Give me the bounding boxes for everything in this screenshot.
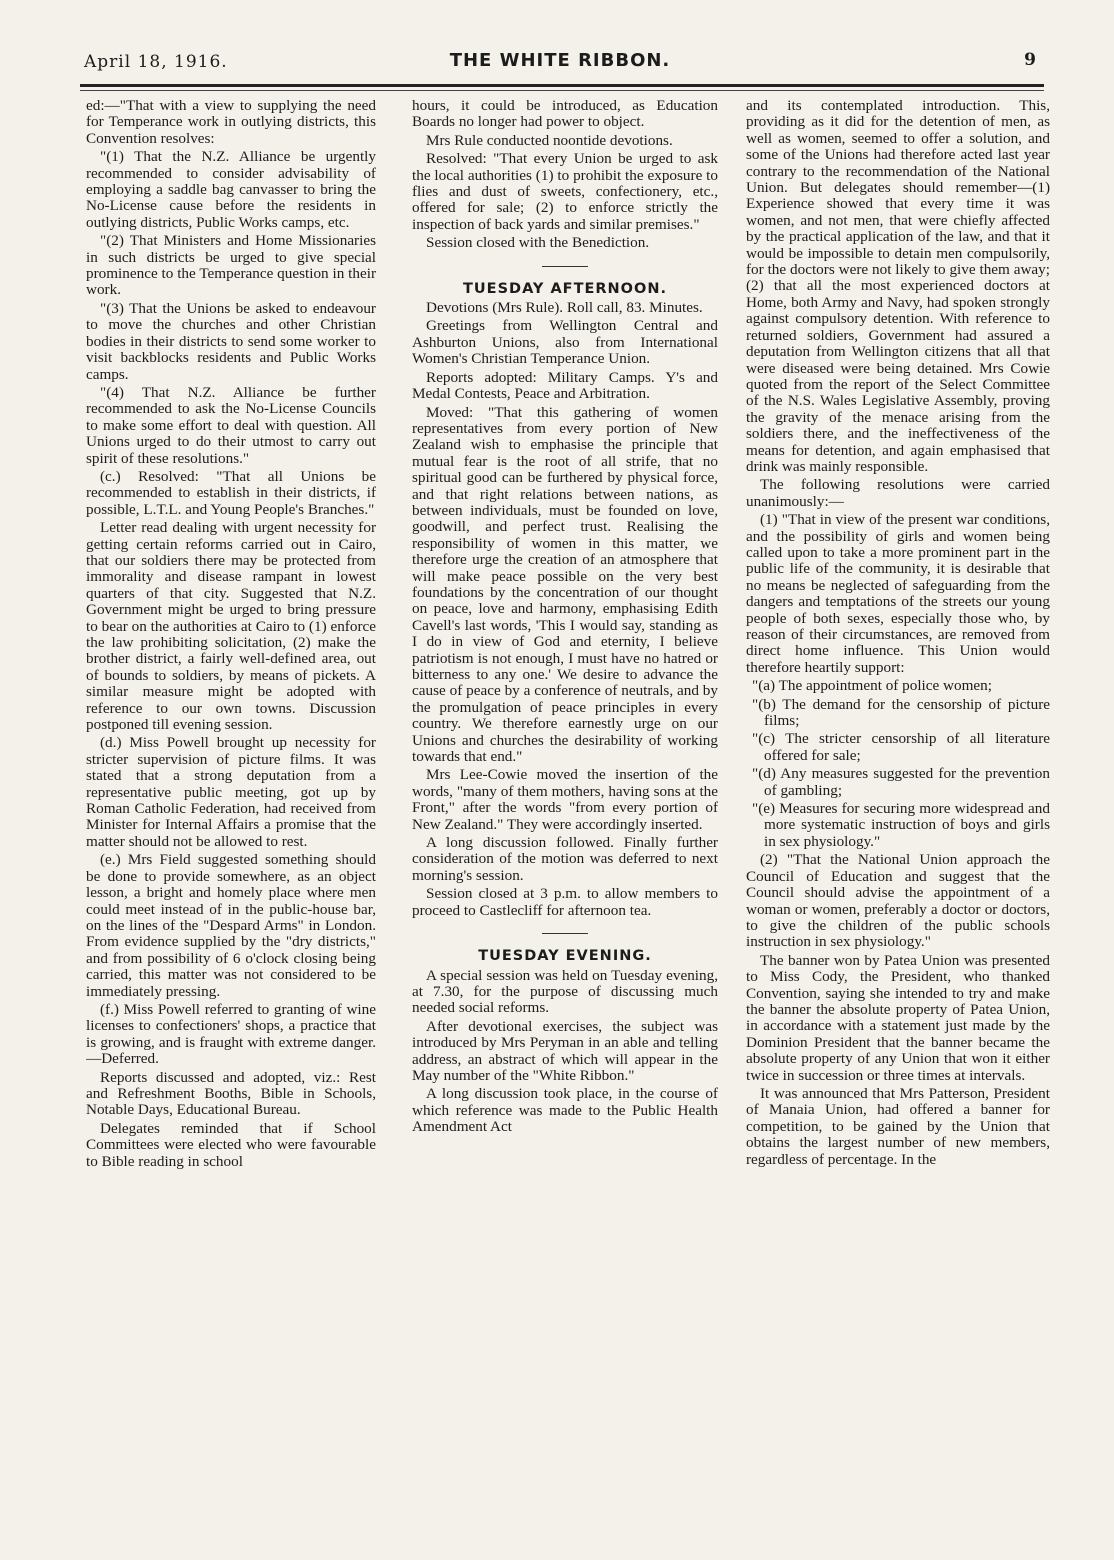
resolution-sub-item: "(b) The demand for the censorship of picture films; xyxy=(752,695,1050,730)
resolution-sub-item: "(a) The appointment of police women; xyxy=(752,677,992,695)
paragraph: Session closed at 3 p.m. to allow members to proceed to Castlecliff for afternoon tea. xyxy=(412,885,718,919)
paragraph: Letter read dealing with urgent necessity for getting certain reforms carried out in Cairo, that our soldiers there may be protected from immorality and disease rampant in lowest quarters of that city. Suggested that N.Z. Government might be urged to bring pressure to bear on the authorities at Cairo to (1) enforce the law prohibiting solicitation, (2) make the brother district, a fairly well-defined area, out of bounds to soldiers, by means of pickets. A similar measure might be adopted with reference to our own towns. Discussion postponed till evening session. xyxy=(86,519,376,734)
resolution-sub-item: "(c) The stricter censorship of all literature offered for sale; xyxy=(752,730,1050,764)
paragraph: (f.) Miss Powell referred to granting of wine licenses to confectioners' shops, a practice that is growing, and is fraught with extreme danger.—Deferred. xyxy=(86,1000,376,1068)
paragraph: Mrs Rule conducted noontide devotions. xyxy=(426,131,673,149)
column-3 xyxy=(746,98,1050,1518)
column-1 xyxy=(86,98,376,1518)
paragraph: "(2) That Ministers and Home Missionaries in such districts be urged to give special prominence to the Temperance question in their work. xyxy=(86,232,376,299)
paragraph: (2) "That the National Union approach the Council of Education and suggest that the Council should advise the appointment of a woman or women, preferably a doctor or doctors, to give the children of the public schools instruction in sex physiology." xyxy=(746,851,1050,951)
paragraph: Reports discussed and adopted, viz.: Rest and Refreshment Booths, Bible in Schools, Notable Days, Educational Bureau. xyxy=(86,1068,376,1119)
paragraph: After devotional exercises, the subject was introduced by Mrs Peryman in an able and telling address, an abstract of which will appear in the May number of the "White Ribbon." xyxy=(412,1017,718,1084)
paragraph: "(4) That N.Z. Alliance be further recommended to ask the No-License Councils to make some effort to deal with question. All Unions urged to do their utmost to carry out spirit of these resolutions." xyxy=(86,383,376,467)
paragraph: "(3) That the Unions be asked to endeavour to move the churches and other Christian bodies in their districts to send some worker to visit backblocks residents and Public Works camps. xyxy=(86,299,376,383)
paragraph: Moved: "That this gathering of women representatives from every portion of New Zealand wish to emphasise the principle that mutual fear is the root of all strife, that no spiritual good can be furthered by physical force, and that right relations between nations, as between individuals, must be founded on love, goodwill, and perfect trust. Realising the responsibility of women in this matter, we therefore urge the creation of an atmosphere that will make peace possible on the very best foundations by the concentration of our thought on peace, love and harmony, emphasising Edith Cavell's last words, 'This I would say, standing as I do in view of God and eternity, I believe patriotism is not enough, I must have no hatred or bitterness to any one.' We desire to advance the cause of peace by a conference of neutrals, and by the promulgation of peace principles in every country. We therefore earnestly urge on our Unions and churches the desirability of working towards that end." xyxy=(412,403,718,766)
paragraph: A long discussion followed. Finally further consideration of the motion was deferred to next morning's session. xyxy=(412,834,718,884)
paragraph: The following resolutions were carried unanimously:— xyxy=(746,476,1050,510)
paragraph: Reports adopted: Military Camps. Y's and Medal Contests, Peace and Arbitration. xyxy=(412,368,718,403)
paragraph: (d.) Miss Powell brought up necessity for stricter supervision of picture films. It was stated that a strong deputation from a representative public meeting, got up by Roman Catholic Federation, had received from Minister for Internal Affairs a promise that the matter should not be allowed to rest. xyxy=(86,734,376,850)
paragraph: (1) "That in view of the present war conditions, and the possibility of girls and women being called upon to take a more prominent part in the public life of the community, it is desirable that no means be neglected of safeguarding from the dangers and temptations of the streets our young people of both sexes, especially those who, by reason of their circumstances, are removed from direct home influence. This Union would therefore heartily support: xyxy=(746,511,1050,676)
page-header xyxy=(80,46,1040,76)
paragraph: Resolved: "That every Union be urged to ask the local authorities (1) to prohibit the exposure to flies and dust of sweets, confectionery, etc., offered for sale; (2) to enforce strictly the inspection of back yards and similar premises." xyxy=(412,150,718,233)
paragraph: (e.) Mrs Field suggested something should be done to provide somewhere, as an object lesson, a bright and homely place where men could meet instead of in the public-house bar, on the lines of the "Despard Arms" in London. From evidence supplied by the "dry districts," and from possibility of 6 o'clock closing being carried, this matter was not considered to be immediately pressing. xyxy=(86,851,376,1000)
paragraph: Greetings from Wellington Central and Ashburton Unions, also from International Women's Christian Temperance Union. xyxy=(412,317,718,368)
section-divider xyxy=(542,933,588,934)
section-divider xyxy=(542,266,588,267)
paragraph: Mrs Lee-Cowie moved the insertion of the words, "many of them mothers, having sons at the Front," after the words "from every portion of New Zealand." They were accordingly inserted. xyxy=(412,766,718,833)
paragraph: Delegates reminded that if School Committees were elected who were favourable to Bible reading in school xyxy=(86,1119,376,1170)
paragraph: and its contemplated introduction. This, providing as it did for the detention of men, as well as women, seemed to offer a solution, and some of the Unions had therefore acted last year contrary to the recommendation of the National Union. But delegates should remember—(1) Experience showed that every time it was women, and not men, that were chiefly affected by the practical application of the law, and that it would be impossible to detain men compulsorily, for the doctors were not likely to give them away; (2) that all the most experienced doctors at Home, both Army and Navy, had spoken strongly against compulsory detention. With reference to returned soldiers, Government had assured a deputation from Wellington citizens that all that were diseased were being detained. Mrs Cowie quoted from the report of the Select Committee of the N.S. Wales Legislative Assembly, proving the gravity of the menace arising from the soldiers there, and the ineffectiveness of the means for detention, and again emphasised that drink was mainly responsible. xyxy=(746,98,1050,475)
paragraph: (c.) Resolved: "That all Unions be recommended to establish in their districts, if possible, L.T.L. and Young People's Branches." xyxy=(86,467,376,518)
resolution-sub-item: "(e) Measures for securing more widespread and more systematic instruction of boys and girls in sex physiology." xyxy=(752,800,1050,850)
page-number: 9 xyxy=(1024,50,1036,70)
paragraph: "(1) That the N.Z. Alliance be urgently recommended to consider advisability of employing a saddle bag canvasser to bring the No-License cause before the residents in outlying districts, Public Works camps, etc. xyxy=(86,148,376,231)
paragraph: Devotions (Mrs Rule). Roll call, 83. Minutes. xyxy=(426,299,703,317)
paragraph: The banner won by Patea Union was presented to Miss Cody, the President, who thanked Convention, saying she intended to try and make the banner the absolute property of Patea Union, in accordance with a statement just made by the Dominion President that the banner became the absolute property of any Union that won it either twice in succession or three times at intervals. xyxy=(746,951,1050,1084)
paragraph: A long discussion took place, in the course of which reference was made to the Public Health Amendment Act xyxy=(412,1085,718,1136)
paragraph: Session closed with the Benediction. xyxy=(426,234,650,252)
paragraph: A special session was held on Tuesday evening, at 7.30, for the purpose of discussing much needed social reforms. xyxy=(412,966,718,1017)
paragraph: hours, it could be introduced, as Education Boards no longer had power to object. xyxy=(412,98,718,131)
paragraph: ed:—"That with a view to supplying the need for Temperance work in outlying districts, this Convention resolves: xyxy=(86,98,376,147)
section-heading-evening: TUESDAY EVENING. xyxy=(478,948,652,965)
header-rule xyxy=(80,84,1044,87)
header-rule-thin xyxy=(80,90,1044,91)
section-heading-afternoon: TUESDAY AFTERNOON. xyxy=(463,280,667,297)
column-2 xyxy=(412,98,718,1518)
issue-date: April 18, 1916. xyxy=(84,52,228,72)
resolution-sub-item: "(d) Any measures suggested for the prevention of gambling; xyxy=(752,765,1050,799)
publication-title: THE WHITE RIBBON. xyxy=(449,50,671,71)
paragraph: It was announced that Mrs Patterson, President of Manaia Union, had offered a banner for competition, to be gained by the Union that obtains the largest number of new members, regardless of percentage. In the xyxy=(746,1084,1050,1168)
